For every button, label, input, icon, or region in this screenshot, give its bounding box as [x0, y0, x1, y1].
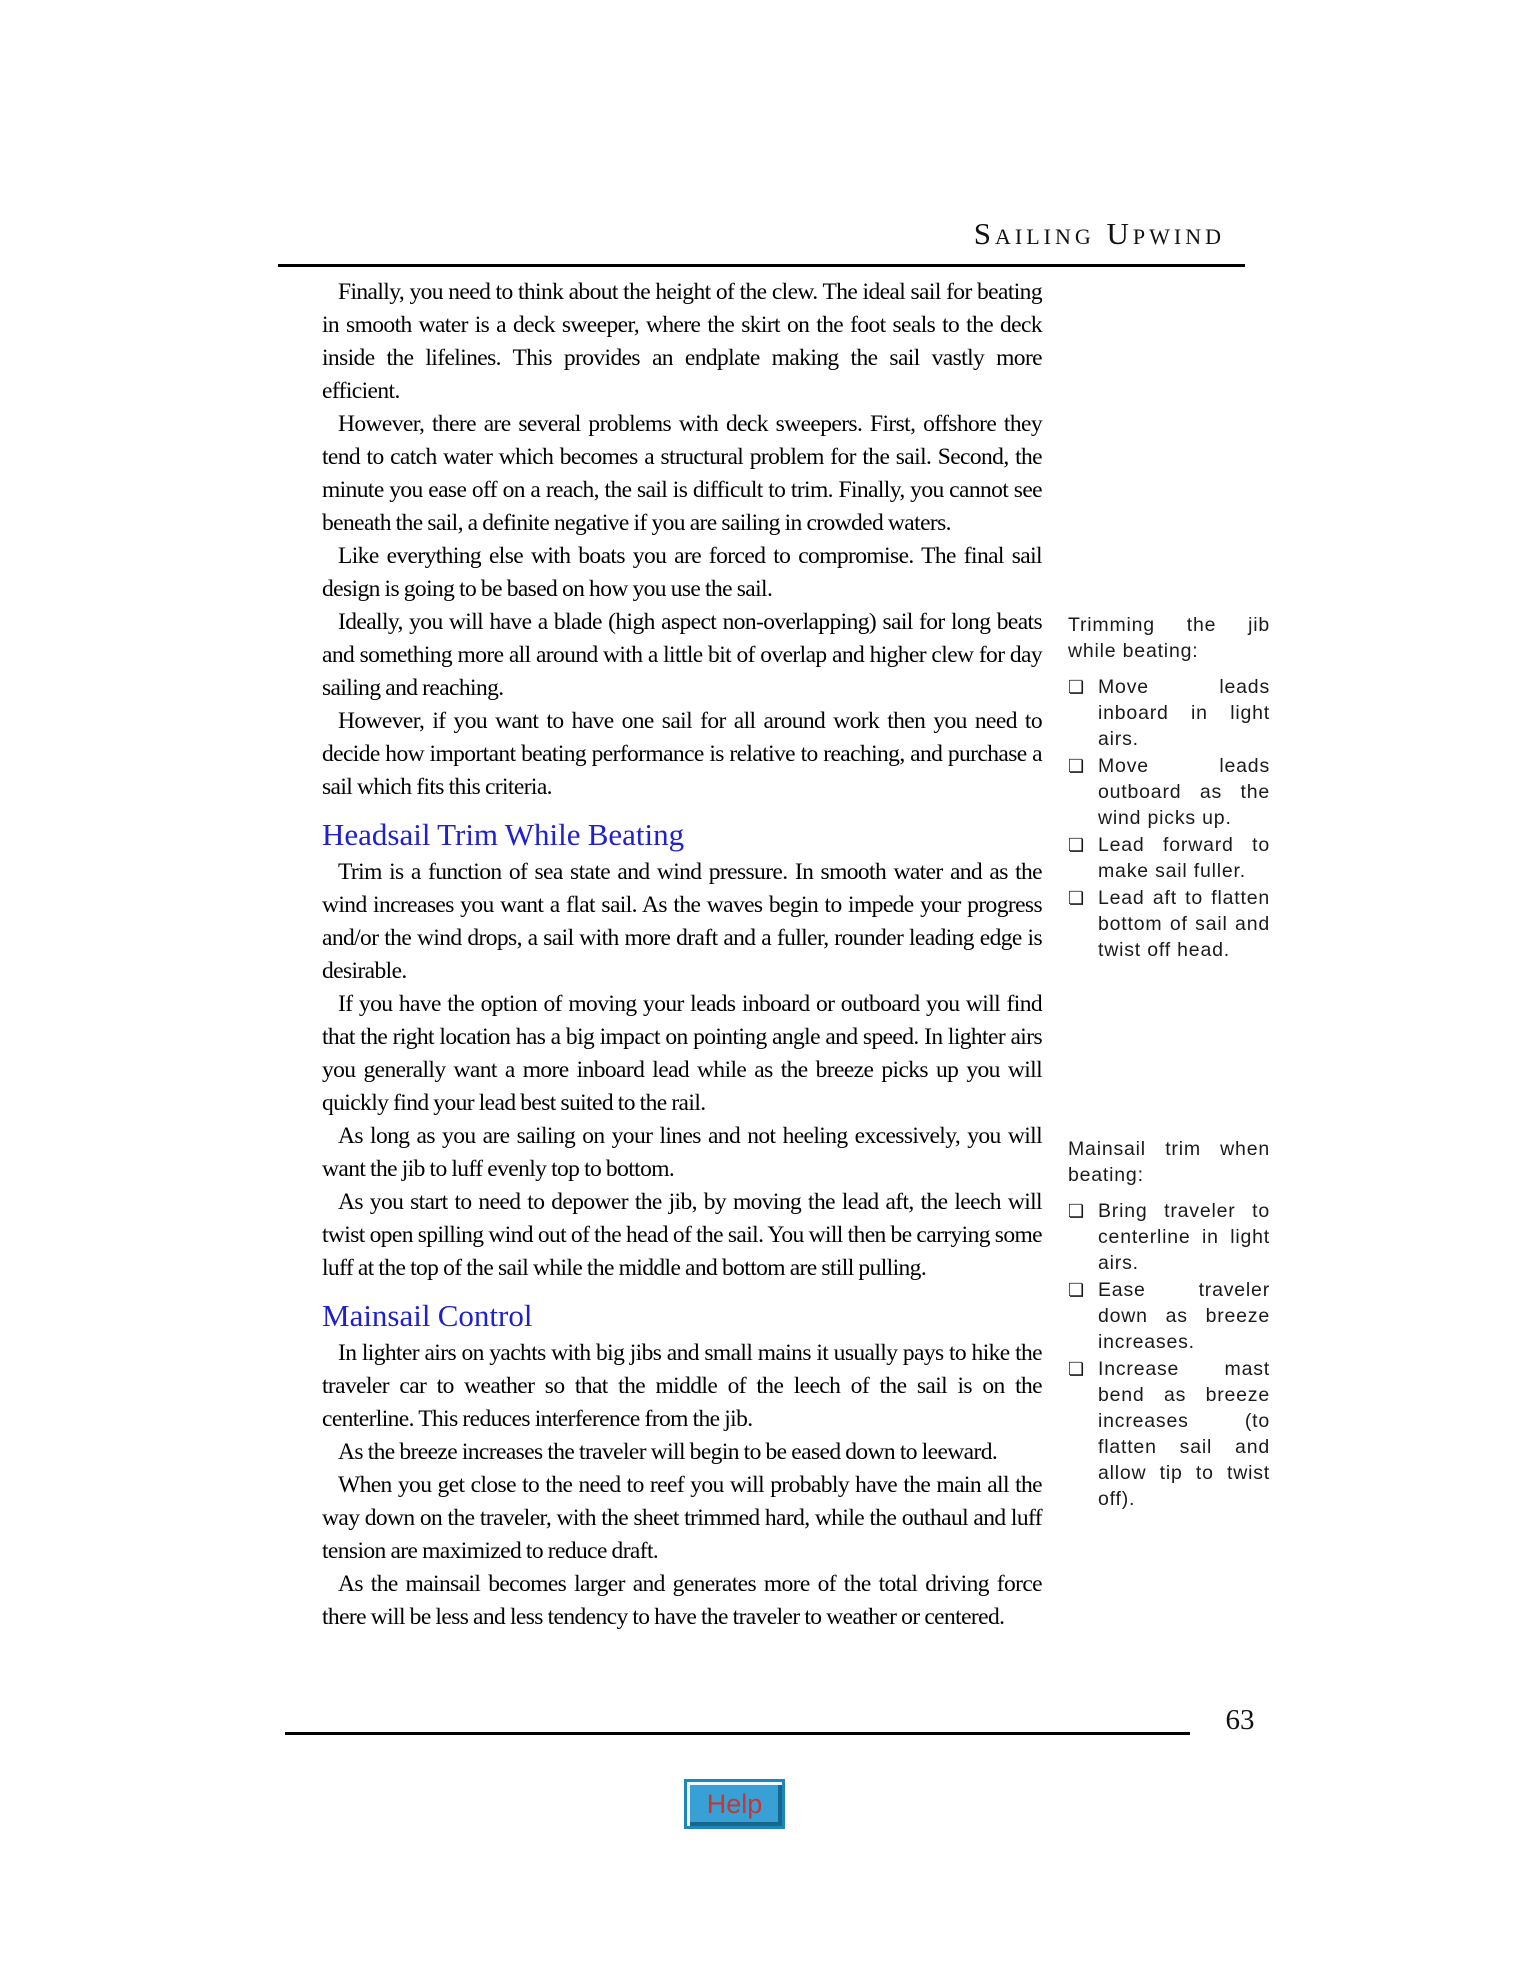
main-text-column	[322, 276, 1042, 1634]
margin-note-lead: Trimming the jib while beating:	[1068, 614, 1270, 662]
paragraph: As long as you are sailing on your lines and not heeling excessively, you will want the jib to luff evenly top to bottom.	[322, 1123, 1042, 1182]
paragraph: Ideally, you will have a blade (high aspect non-overlapping) sail for long beats and something more all around with a little bit of overlap and higher clew for day sailing and reaching.	[322, 609, 1042, 701]
margin-note-list	[1068, 1198, 1270, 1512]
paragraph: As you start to need to depower the jib, by moving the lead aft, the leech will twist open spilling wind out of the head of the sail. You will then be carrying some luff at the top of the sail while the middle and bottom are still pulling.	[322, 1189, 1042, 1281]
list-item-text: Bring traveler to centerline in light airs.	[1098, 1200, 1270, 1274]
list-item	[1068, 885, 1270, 963]
list-item	[1068, 832, 1270, 884]
section-heading-headsail-trim: Headsail Trim While Beating	[322, 817, 685, 852]
checkbox-bullet-icon: ❏	[1068, 1280, 1085, 1300]
header-rule	[278, 264, 1245, 267]
list-item-text: Ease traveler down as breeze increases.	[1098, 1279, 1270, 1353]
list-item	[1068, 753, 1270, 831]
margin-note-lead: Mainsail trim when beating:	[1068, 1138, 1270, 1186]
margin-note-mainsail-trim	[1068, 1136, 1270, 1513]
paragraph: However, if you want to have one sail for all around work then you need to decide how important beating performance is relative to reaching, and purchase a sail which fits this criteria.	[322, 708, 1042, 800]
list-item-text: Lead aft to flatten bottom of sail and twist off head.	[1098, 887, 1270, 961]
list-item	[1068, 1277, 1270, 1355]
list-item-text: Increase mast bend as breeze increases (to flatten sail and allow tip to twist off).	[1098, 1358, 1270, 1510]
paragraph: As the mainsail becomes larger and generates more of the total driving force there will be less and less tendency to have the traveler to weather or centered.	[322, 1571, 1042, 1630]
list-item	[1068, 674, 1270, 752]
footer-rule	[285, 1732, 1190, 1735]
paragraph: Like everything else with boats you are forced to compromise. The final sail design is going to be based on how you use the sail.	[322, 543, 1042, 602]
checkbox-bullet-icon: ❏	[1068, 1359, 1085, 1379]
checkbox-bullet-icon: ❏	[1068, 1201, 1085, 1221]
margin-note-jib-trim	[1068, 612, 1270, 964]
checkbox-bullet-icon: ❏	[1068, 835, 1085, 855]
running-head: Sailing Upwind	[973, 216, 1225, 251]
list-item	[1068, 1198, 1270, 1276]
page-number: 63	[1225, 1704, 1255, 1736]
list-item	[1068, 1356, 1270, 1512]
checkbox-bullet-icon: ❏	[1068, 756, 1085, 776]
paragraph: When you get close to the need to reef you will probably have the main all the way down on the traveler, with the sheet trimmed hard, while the outhaul and luff tension are maximized to reduce draft.	[322, 1472, 1042, 1564]
paragraph: As the breeze increases the traveler will begin to be eased down to leeward.	[338, 1439, 998, 1465]
paragraph: If you have the option of moving your leads inboard or outboard you will find that the right location has a big impact on pointing angle and speed. In lighter airs you generally want a more inboard lead while as the breeze picks up you will quickly find your lead best suited to the rail.	[322, 991, 1042, 1116]
paragraph: Finally, you need to think about the height of the clew. The ideal sail for beating in smooth water is a deck sweeper, where the skirt on the foot seals to the deck inside the lifelines. This provides an endplate making the sail vastly more efficient.	[322, 279, 1042, 404]
paragraph: However, there are several problems with deck sweepers. First, offshore they tend to catch water which becomes a structural problem for the sail. Second, the minute you ease off on a reach, the sail is difficult to trim. Finally, you cannot see beneath the sail, a definite negative if you are sailing in crowded waters.	[322, 411, 1042, 536]
section-heading-mainsail-control: Mainsail Control	[322, 1298, 533, 1333]
list-item-text: Lead forward to make sail fuller.	[1098, 834, 1270, 882]
help-button[interactable]: Help	[684, 1779, 785, 1829]
paragraph: In lighter airs on yachts with big jibs and small mains it usually pays to hike the traveler car to weather so that the middle of the leech of the sail is on the centerline. This reduces interference from the jib.	[322, 1340, 1042, 1432]
checkbox-bullet-icon: ❏	[1068, 677, 1085, 697]
checkbox-bullet-icon: ❏	[1068, 888, 1085, 908]
paragraph: Trim is a function of sea state and wind pressure. In smooth water and as the wind increases you want a flat sail. As the waves begin to impede your progress and/or the wind drops, a sail with more draft and a fuller, rounder leading edge is desirable.	[322, 859, 1042, 984]
margin-note-list	[1068, 674, 1270, 963]
list-item-text: Move leads inboard in light airs.	[1098, 676, 1270, 750]
list-item-text: Move leads outboard as the wind picks up.	[1098, 755, 1270, 829]
